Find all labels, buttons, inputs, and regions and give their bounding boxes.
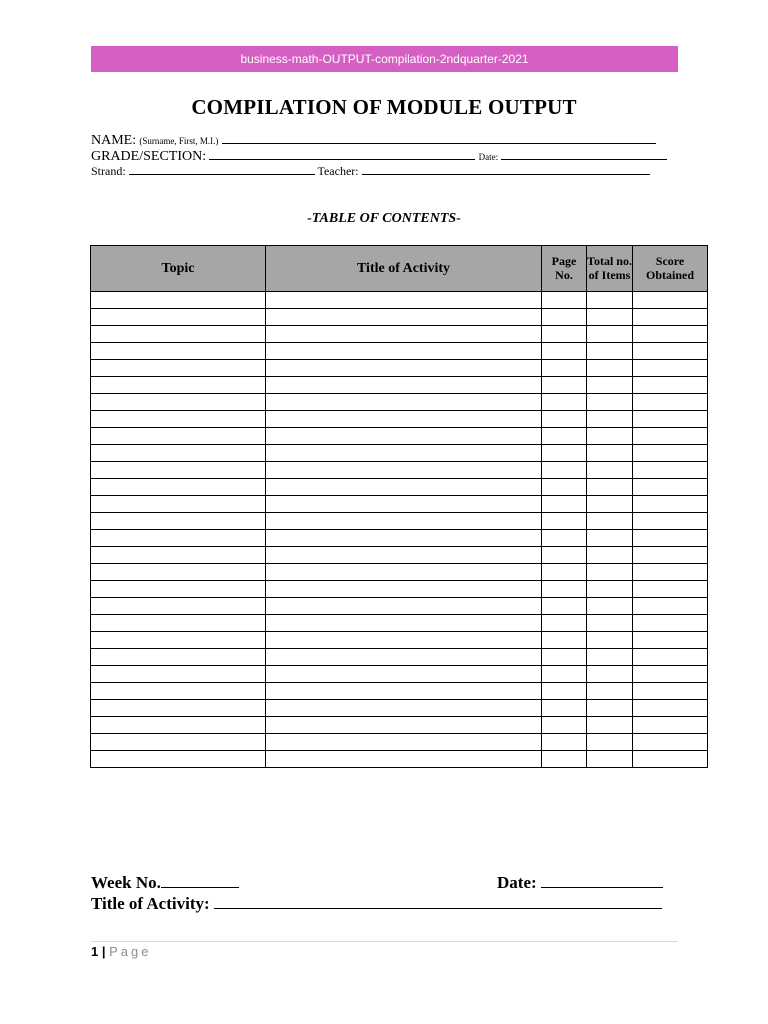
table-cell[interactable]	[91, 547, 266, 564]
grade-section-field	[91, 148, 667, 165]
table-cell[interactable]	[91, 530, 266, 547]
table-cell[interactable]	[91, 377, 266, 394]
table-cell[interactable]	[587, 581, 633, 598]
table-row	[91, 649, 708, 666]
toc-heading: -TABLE OF CONTENTS-	[307, 211, 461, 226]
table-cell[interactable]	[633, 292, 708, 309]
table-cell[interactable]	[91, 462, 266, 479]
table-cell[interactable]	[91, 428, 266, 445]
table-row	[91, 615, 708, 632]
week-field	[91, 873, 239, 893]
table-cell[interactable]	[266, 632, 542, 649]
date-label: Date:	[478, 152, 499, 162]
table-cell[interactable]	[633, 377, 708, 394]
table-row	[91, 666, 708, 683]
name-label: NAME:	[91, 133, 137, 148]
table-row	[91, 751, 708, 768]
table-cell[interactable]	[91, 751, 266, 768]
teacher-label: Teacher:	[317, 164, 359, 178]
table-cell[interactable]	[587, 649, 633, 666]
table-cell[interactable]	[587, 496, 633, 513]
table-row	[91, 598, 708, 615]
table-row	[91, 292, 708, 309]
table-cell[interactable]	[266, 411, 542, 428]
table-cell[interactable]	[587, 377, 633, 394]
contents-table	[90, 245, 708, 768]
table-cell[interactable]	[587, 326, 633, 343]
table-cell[interactable]	[633, 666, 708, 683]
table-row	[91, 462, 708, 479]
activity-title-blank	[214, 894, 662, 909]
table-cell[interactable]	[542, 530, 587, 547]
table-cell[interactable]	[542, 734, 587, 751]
header-score-obtained: Score Obtained	[633, 246, 708, 292]
table-cell[interactable]	[542, 343, 587, 360]
table-cell[interactable]	[633, 479, 708, 496]
table-cell[interactable]	[266, 581, 542, 598]
table-cell[interactable]	[266, 615, 542, 632]
table-cell[interactable]	[542, 445, 587, 462]
table-cell[interactable]	[266, 462, 542, 479]
table-cell[interactable]	[91, 360, 266, 377]
table-cell[interactable]	[587, 428, 633, 445]
table-cell[interactable]	[633, 360, 708, 377]
table-cell[interactable]	[266, 734, 542, 751]
table-cell[interactable]	[633, 394, 708, 411]
table-cell[interactable]	[266, 309, 542, 326]
table-cell[interactable]	[542, 360, 587, 377]
table-cell[interactable]	[587, 564, 633, 581]
header-page-no: Page No.	[542, 246, 587, 292]
table-cell[interactable]	[91, 394, 266, 411]
table-cell[interactable]	[266, 377, 542, 394]
grade-label: GRADE/SECTION:	[91, 149, 207, 164]
header-total-items: Total no. of Items	[587, 246, 633, 292]
table-row	[91, 343, 708, 360]
table-cell[interactable]	[633, 445, 708, 462]
table-cell[interactable]	[633, 428, 708, 445]
document-banner: business-math-OUTPUT-compilation-2ndquarter-2021	[91, 46, 678, 72]
table-cell[interactable]	[542, 564, 587, 581]
table-cell[interactable]	[633, 564, 708, 581]
table-cell[interactable]	[266, 598, 542, 615]
table-cell[interactable]	[91, 292, 266, 309]
table-cell[interactable]	[542, 394, 587, 411]
table-cell[interactable]	[266, 717, 542, 734]
table-cell[interactable]	[542, 581, 587, 598]
table-cell[interactable]	[266, 564, 542, 581]
table-cell[interactable]	[633, 462, 708, 479]
table-row	[91, 683, 708, 700]
table-cell[interactable]	[542, 751, 587, 768]
table-cell[interactable]	[542, 666, 587, 683]
table-cell[interactable]	[633, 581, 708, 598]
table-cell[interactable]	[266, 343, 542, 360]
table-cell[interactable]	[91, 343, 266, 360]
table-cell[interactable]	[91, 598, 266, 615]
table-cell[interactable]	[587, 700, 633, 717]
table-cell[interactable]	[587, 292, 633, 309]
page-word: Page	[109, 944, 152, 959]
table-cell[interactable]	[542, 683, 587, 700]
table-cell[interactable]	[542, 547, 587, 564]
table-cell[interactable]	[633, 700, 708, 717]
table-cell[interactable]	[587, 513, 633, 530]
footer-date-field	[497, 873, 663, 893]
table-cell[interactable]	[266, 360, 542, 377]
table-cell[interactable]	[542, 649, 587, 666]
table-cell[interactable]	[633, 717, 708, 734]
table-cell[interactable]	[266, 479, 542, 496]
table-cell[interactable]	[542, 377, 587, 394]
page-separator: |	[101, 944, 106, 959]
table-row	[91, 513, 708, 530]
table-cell[interactable]	[91, 411, 266, 428]
table-cell[interactable]	[633, 513, 708, 530]
table-cell[interactable]	[542, 428, 587, 445]
table-cell[interactable]	[542, 309, 587, 326]
table-row	[91, 360, 708, 377]
page-number	[91, 944, 152, 959]
footer-date-label: Date:	[497, 873, 537, 892]
table-cell[interactable]	[266, 292, 542, 309]
table-cell[interactable]	[633, 598, 708, 615]
table-cell[interactable]	[542, 292, 587, 309]
table-cell[interactable]	[266, 394, 542, 411]
table-cell[interactable]	[91, 581, 266, 598]
table-cell[interactable]	[91, 632, 266, 649]
table-row	[91, 394, 708, 411]
table-cell[interactable]	[542, 326, 587, 343]
activity-title-field	[91, 894, 662, 914]
table-header-row	[91, 246, 708, 292]
table-cell[interactable]	[587, 309, 633, 326]
table-cell[interactable]	[633, 326, 708, 343]
table-cell[interactable]	[91, 326, 266, 343]
table-cell[interactable]	[266, 496, 542, 513]
table-cell[interactable]	[633, 547, 708, 564]
table-cell[interactable]	[587, 360, 633, 377]
name-blank	[222, 133, 656, 144]
header-topic: Topic	[91, 246, 266, 292]
table-cell[interactable]	[587, 445, 633, 462]
table-cell[interactable]	[266, 445, 542, 462]
table-cell[interactable]	[91, 683, 266, 700]
table-cell[interactable]	[587, 751, 633, 768]
table-cell[interactable]	[542, 513, 587, 530]
table-cell[interactable]	[91, 666, 266, 683]
teacher-blank	[362, 164, 650, 175]
table-cell[interactable]	[266, 700, 542, 717]
table-cell[interactable]	[266, 428, 542, 445]
table-cell[interactable]	[542, 615, 587, 632]
table-row	[91, 496, 708, 513]
table-cell[interactable]	[542, 411, 587, 428]
table-cell[interactable]	[633, 343, 708, 360]
table-cell[interactable]	[542, 632, 587, 649]
table-cell[interactable]	[633, 530, 708, 547]
table-row	[91, 734, 708, 751]
table-row	[91, 717, 708, 734]
table-row	[91, 564, 708, 581]
table-cell[interactable]	[633, 632, 708, 649]
table-cell[interactable]	[587, 734, 633, 751]
table-cell[interactable]	[633, 496, 708, 513]
table-cell[interactable]	[633, 411, 708, 428]
table-cell[interactable]	[633, 649, 708, 666]
table-row	[91, 377, 708, 394]
table-cell[interactable]	[587, 666, 633, 683]
table-cell[interactable]	[587, 683, 633, 700]
table-cell[interactable]	[91, 649, 266, 666]
table-cell[interactable]	[633, 615, 708, 632]
table-row	[91, 326, 708, 343]
name-hint: (Surname, First, M.I.)	[139, 136, 219, 146]
table-cell[interactable]	[587, 462, 633, 479]
date-blank	[501, 149, 667, 160]
table-cell[interactable]	[633, 683, 708, 700]
table-cell[interactable]	[266, 751, 542, 768]
table-row	[91, 445, 708, 462]
table-cell[interactable]	[266, 530, 542, 547]
table-cell[interactable]	[633, 309, 708, 326]
table-row	[91, 581, 708, 598]
table-cell[interactable]	[587, 411, 633, 428]
table-cell[interactable]	[587, 343, 633, 360]
table-cell[interactable]	[91, 309, 266, 326]
table-row	[91, 530, 708, 547]
table-cell[interactable]	[91, 717, 266, 734]
table-cell[interactable]	[266, 666, 542, 683]
week-blank	[161, 873, 239, 888]
table-cell[interactable]	[91, 734, 266, 751]
page-number-value: 1	[91, 944, 99, 959]
footer-divider	[91, 941, 678, 942]
strand-teacher-field	[91, 164, 650, 179]
table-row	[91, 479, 708, 496]
table-row	[91, 428, 708, 445]
table-cell[interactable]	[587, 394, 633, 411]
table-row	[91, 309, 708, 326]
header-title-of-activity: Title of Activity	[266, 246, 542, 292]
table-cell[interactable]	[587, 717, 633, 734]
table-cell[interactable]	[91, 700, 266, 717]
table-cell[interactable]	[542, 700, 587, 717]
table-cell[interactable]	[542, 496, 587, 513]
table-cell[interactable]	[633, 751, 708, 768]
table-cell[interactable]	[91, 496, 266, 513]
table-cell[interactable]	[587, 530, 633, 547]
table-row	[91, 700, 708, 717]
table-cell[interactable]	[587, 598, 633, 615]
table-cell[interactable]	[91, 479, 266, 496]
activity-title-label: Title of Activity:	[91, 894, 210, 913]
week-label: Week No.	[91, 873, 161, 892]
table-cell[interactable]	[266, 547, 542, 564]
table-cell[interactable]	[266, 683, 542, 700]
table-cell[interactable]	[266, 649, 542, 666]
name-field	[91, 132, 656, 149]
table-cell[interactable]	[266, 326, 542, 343]
table-cell[interactable]	[91, 564, 266, 581]
table-cell[interactable]	[91, 513, 266, 530]
page-title: COMPILATION OF MODULE OUTPUT	[191, 95, 577, 119]
table-cell[interactable]	[542, 462, 587, 479]
table-cell[interactable]	[587, 547, 633, 564]
table-cell[interactable]	[91, 615, 266, 632]
table-cell[interactable]	[587, 479, 633, 496]
table-row	[91, 632, 708, 649]
table-cell[interactable]	[542, 598, 587, 615]
table-cell[interactable]	[91, 445, 266, 462]
grade-blank	[209, 149, 475, 160]
strand-blank	[129, 164, 315, 175]
table-row	[91, 547, 708, 564]
table-cell[interactable]	[542, 717, 587, 734]
table-cell[interactable]	[542, 479, 587, 496]
table-cell[interactable]	[587, 632, 633, 649]
table-cell[interactable]	[587, 615, 633, 632]
strand-label: Strand:	[91, 164, 126, 178]
table-cell[interactable]	[633, 734, 708, 751]
table-cell[interactable]	[266, 513, 542, 530]
footer-date-blank	[541, 873, 663, 888]
table-body	[91, 292, 708, 768]
table-row	[91, 411, 708, 428]
